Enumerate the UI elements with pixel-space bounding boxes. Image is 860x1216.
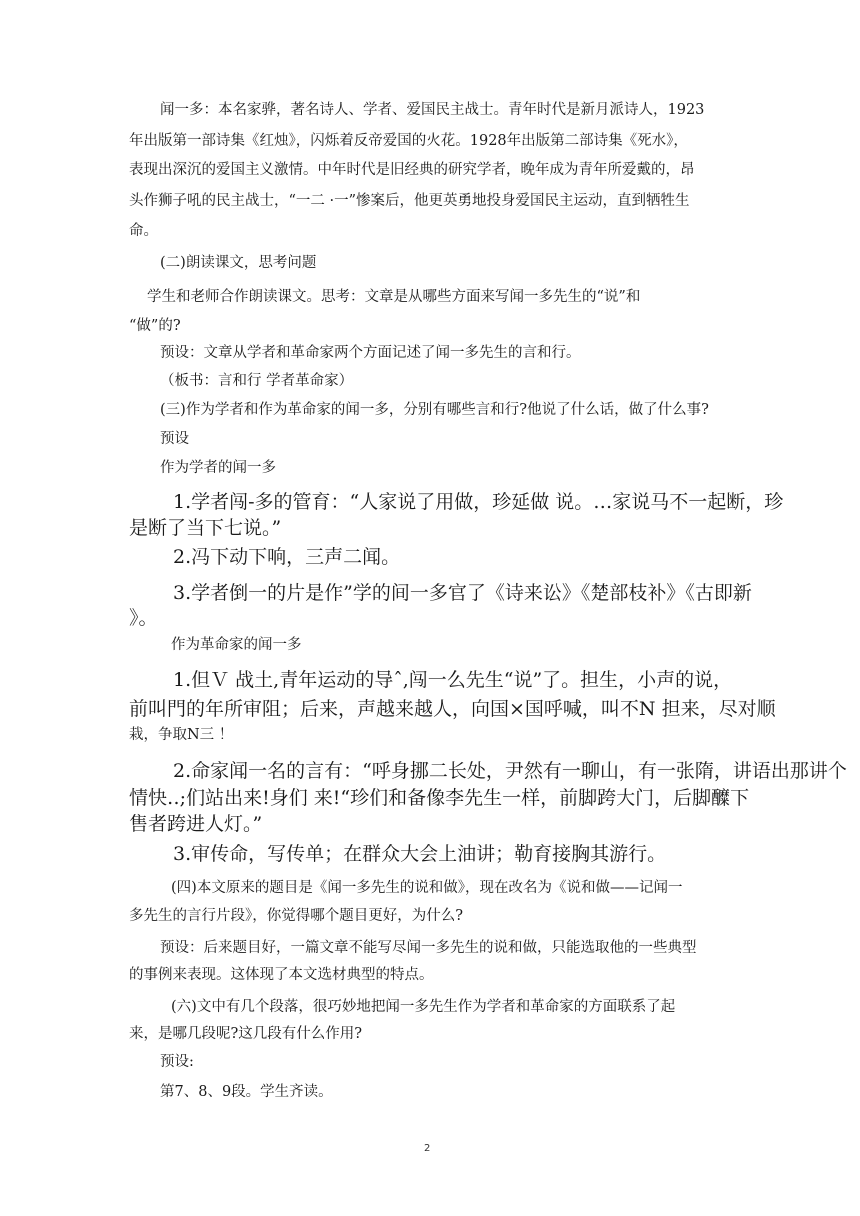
section-heading: (六)文中有几个段落，很巧妙地把闻一多先生作为学者和革命家的方面联系了起 <box>171 999 676 1015</box>
text-line: 表现出深沉的爱国主义激情。中年时代是旧经典的研究学者，晚年成为青年所爱戴的，昂 <box>129 162 695 178</box>
text-line: 的事例来表现。这体现了本文选材典型的特点。 <box>129 967 434 983</box>
text-line: 1.学者闯-多的管育：“人家说了用做，珍延做 说。…家说马不一起断，珍 <box>173 491 784 513</box>
section-heading: (三)作为学者和作为革命家的闻一多，分别有哪些言和行?他说了什么话，做了什么事? <box>160 402 709 418</box>
text-line: 是断了当下七说。” <box>129 517 282 539</box>
text-line: 预设：文章从学者和革命家两个方面记述了闻一多先生的言和行。 <box>160 345 581 361</box>
text-line: 售者跨进人灯。” <box>129 813 263 835</box>
text-line: 预设: <box>160 1054 194 1070</box>
text-line: 预设 <box>160 431 189 447</box>
text-line: 2.冯下动下响，三声二闻。 <box>173 546 401 568</box>
text-line: 》。 <box>129 607 158 629</box>
section-heading: (四)本文原来的题目是《闻一多先生的说和做》，现在改名为《说和做——记闻一 <box>171 880 683 896</box>
text-line: 前叫門的年所审阻；后来，声越来越人，向国×国呼喊，叫不N 担来，尽对顺 <box>129 698 776 720</box>
text-line: 2.命家闻一名的言有：“呼身挪二长处，尹然有一聊山，有一张隋，讲语出那讲个 <box>173 760 847 782</box>
text-line: 栽，争取N三 ！ <box>129 727 234 743</box>
text-line: 学生和老师合作朗读课文。思考：文章是从哪些方面来写闻一多先生的“说”和 <box>147 289 641 305</box>
text-line: 来，是哪几段呢?这几段有什么作用? <box>129 1026 363 1042</box>
text-line: 情快‥;们站出来!身们 来!“珍们和备像李先生一样，前脚跨大门，后脚醾下 <box>129 787 750 809</box>
text-line: “做”的? <box>129 318 181 334</box>
text-line: 年出版第一部诗集《红烛》，闪烁着反帝爱国的火花。1928年出版第二部诗集《死水》， <box>129 133 688 149</box>
text-line: 命。 <box>129 223 158 239</box>
page-number: 2 <box>424 1143 431 1154</box>
section-heading: (二)朗读课文，思考问题 <box>160 255 317 271</box>
subheading: 作为学者的闻一多 <box>160 460 276 476</box>
text-line: 1.但Ｖ 战土,青年运动的导ˆ,闯一么先生“说”了。担生，小声的说， <box>173 669 733 691</box>
text-line: 预设：后来题目好，一篇文章不能写尽闻一多先生的说和做，只能选取他的一些典型 <box>160 940 697 956</box>
text-line: （板书：言和行 学者革命家） <box>160 373 354 389</box>
text-line: 多先生的言行片段》，你觉得哪个题目更好，为什么? <box>129 908 464 924</box>
text-line: 头作狮子吼的民主战士，“一二 ·一”惨案后，他更英勇地投身爱国民主运动，直到牺牲生 <box>129 193 690 209</box>
text-line: 闻一多：本名家骅，著名诗人、学者、爱国民主战士。青年时代是新月派诗人，1923 <box>160 102 705 118</box>
text-line: 第7、8、9段。学生齐读。 <box>160 1084 333 1100</box>
text-line: 3.学者倒一的片是作”学的间一多官了《诗来讼》《楚部枝补》《古即新 <box>173 582 752 604</box>
text-line: 3.审传命，写传单；在群众大会上油讲；勒育接胸其游行。 <box>173 843 667 865</box>
subheading: 作为革命家的闻一多 <box>171 637 302 653</box>
